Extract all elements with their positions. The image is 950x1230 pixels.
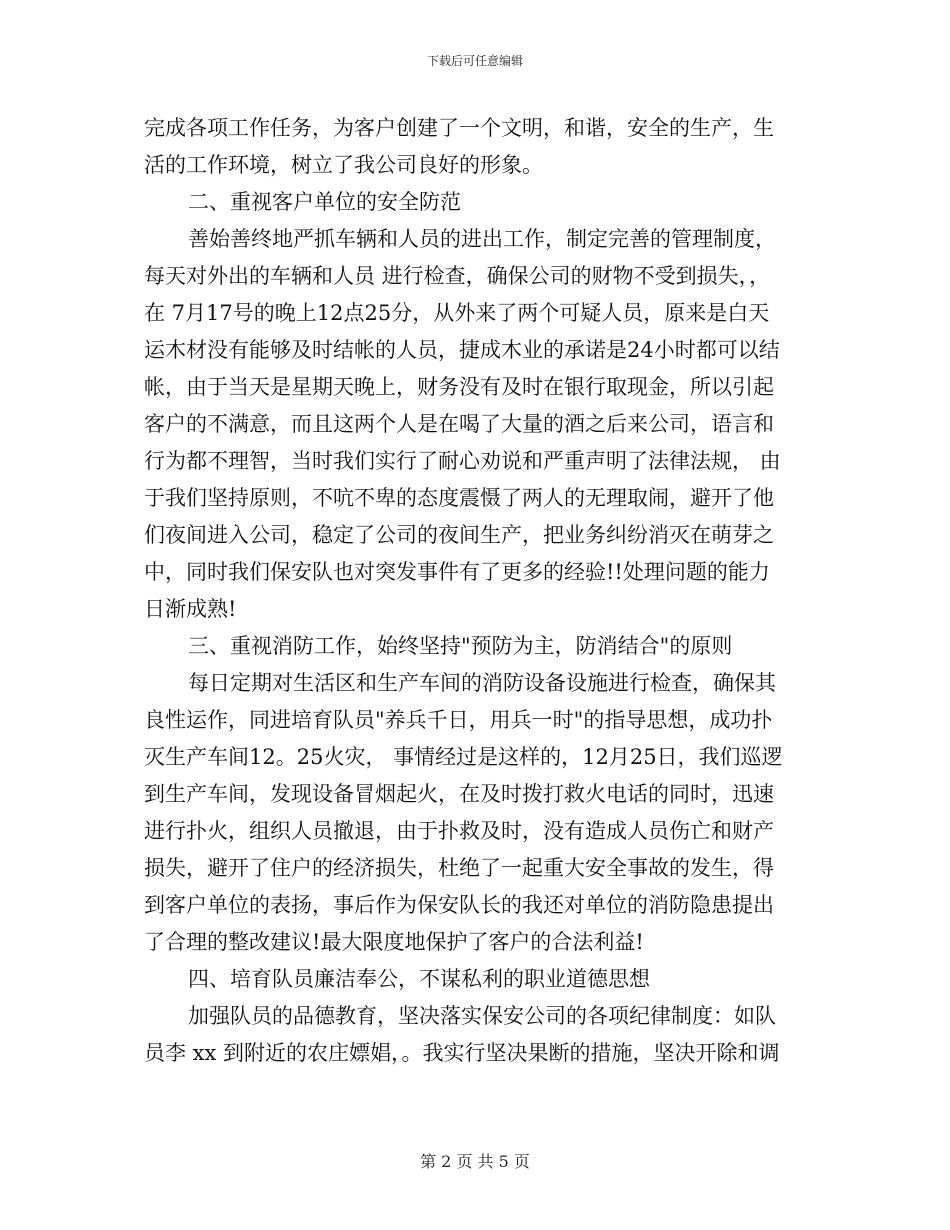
text-line: 到生产车间，发现设备冒烟起火，在及时拨打救火电话的同时，迅速 bbox=[144, 782, 774, 806]
document-body bbox=[144, 110, 812, 1072]
text-line: 损失，避开了住户的经济损失，杜绝了一起重大安全事故的发生，得 bbox=[144, 856, 774, 880]
text-line: 中，同时我们保安队也对突发事件有了更多的经验!!处理问题的能力 bbox=[144, 560, 770, 584]
text-line: 帐，由于当天是星期天晚上，财务没有及时在银行取现金，所以引起 bbox=[144, 375, 774, 399]
text-line: 灭生产车间12。25火灾， 事情经过是这样的，12月25日，我们巡逻 bbox=[144, 745, 783, 769]
text-line: 到客户单位的表扬，事后作为保安队长的我还对单位的消防隐患提出 bbox=[144, 893, 774, 917]
page-header: 下载后可任意编辑 bbox=[426, 54, 523, 68]
text-line: 良性运作，同进培育队员"养兵千日，用兵一时"的指导思想，成功扑 bbox=[144, 708, 773, 732]
text-line: 日渐成熟! bbox=[144, 597, 237, 621]
text-line: 四、培育队员廉洁奉公，不谋私利的职业道德思想 bbox=[188, 967, 650, 991]
text-line: 每天对外出的车辆和人员 进行检查，确保公司的财物不受到损失，， bbox=[144, 264, 771, 288]
text-line: 运木材没有能够及时结帐的人员，捷成木业的承诺是24小时都可以结 bbox=[144, 338, 780, 362]
text-line: 在 7月17号的晚上12点25分，从外来了两个可疑人员，原来是白天 bbox=[144, 301, 770, 325]
text-line: 完成各项工作任务，为客户创建了一个文明，和谐，安全的生产，生 bbox=[144, 116, 774, 140]
page-footer: 第 2 页 共 5 页 bbox=[420, 1152, 530, 1171]
text-line: 客户的不满意，而且这两个人是在喝了大量的酒之后来公司，语言和 bbox=[144, 412, 774, 436]
text-line: 了合理的整改建议!最大限度地保护了客户的合法利益! bbox=[144, 930, 644, 954]
text-line: 二、重视客户单位的安全防范 bbox=[188, 190, 461, 214]
text-line: 加强队员的品德教育，坚决落实保安公司的各项纪律制度：如队 bbox=[188, 1004, 776, 1028]
text-line: 于我们坚持原则，不吭不卑的态度震慑了两人的无理取闹，避开了他 bbox=[144, 486, 774, 510]
text-line: 三、重视消防工作，始终坚持"预防为主，防消结合"的原则 bbox=[188, 634, 733, 658]
text-line: 行为都不理智，当时我们实行了耐心劝说和严重声明了法律法规， 由 bbox=[144, 449, 781, 473]
text-line: 进行扑火，组织人员撤退，由于扑救及时，没有造成人员伤亡和财产 bbox=[144, 819, 774, 843]
text-line: 活的工作环境，树立了我公司良好的形象。 bbox=[144, 153, 543, 177]
text-line: 善始善终地严抓车辆和人员的进出工作，制定完善的管理制度， bbox=[188, 227, 776, 251]
text-line: 们夜间进入公司，稳定了公司的夜间生产，把业务纠纷消灭在萌芽之 bbox=[144, 523, 774, 547]
text-line: 员李 xx 到附近的农庄嫖娼，。我实行坚决果断的措施，坚决开除和调 bbox=[144, 1041, 780, 1065]
text-line: 每日定期对生活区和生产车间的消防设备设施进行检查，确保其 bbox=[188, 671, 776, 695]
